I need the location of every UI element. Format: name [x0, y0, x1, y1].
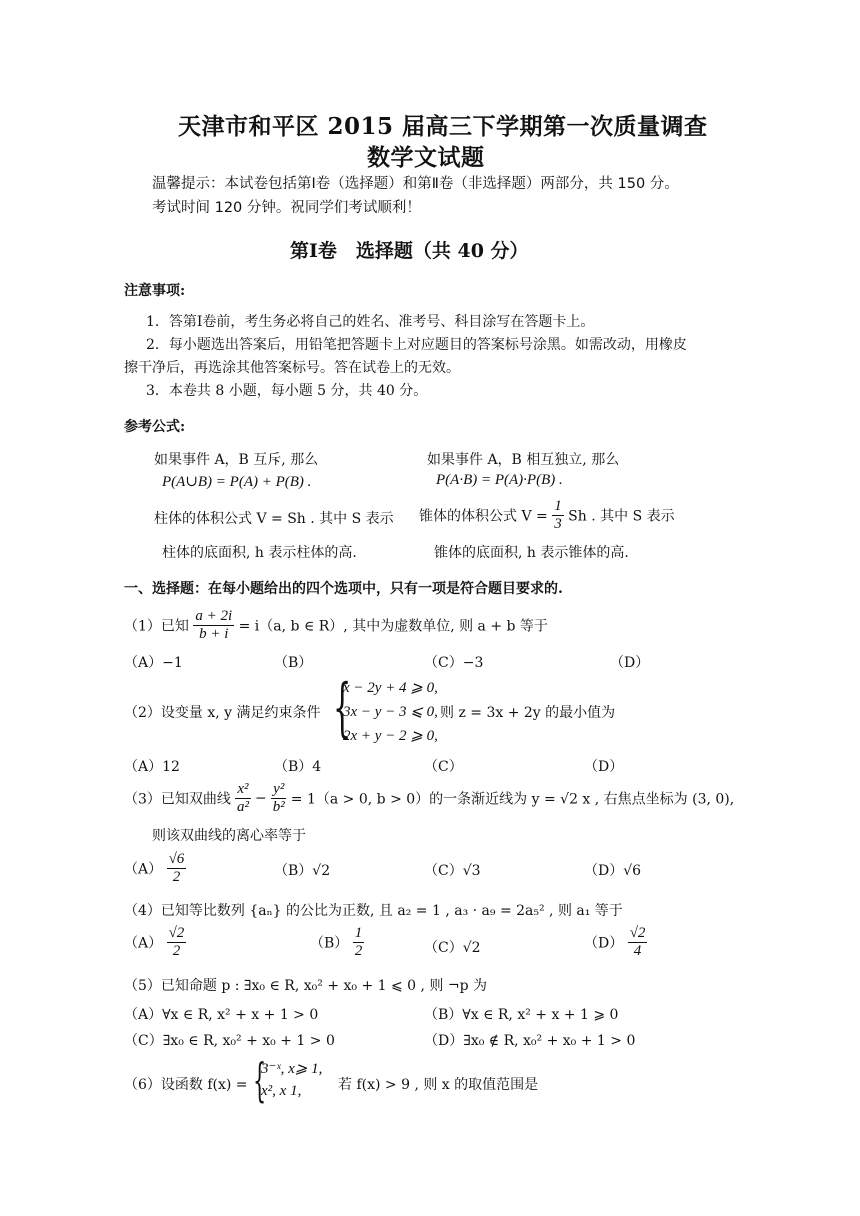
- q3-option-a: [124, 851, 186, 886]
- q3-option-a-den: 2: [172, 869, 181, 885]
- formula-left-1: 如果事件 A，B 互斥, 那么: [154, 452, 319, 468]
- q1-denominator: b + i: [199, 626, 229, 642]
- q4-option-a-fraction: [167, 925, 187, 960]
- q3-option-c: （C）√3: [424, 863, 481, 879]
- q6-after: 若 f(x) > 9 , 则 x 的取值范围是: [338, 1077, 539, 1093]
- q1-option-d: （D）: [610, 655, 650, 671]
- q3-prefix: （3）已知双曲线: [124, 791, 231, 808]
- q1-option-a: （A）−1: [124, 655, 183, 671]
- q3-fraction-y-den: b²: [272, 799, 285, 815]
- q3-minus: −: [254, 790, 267, 807]
- fraction-denominator: 3: [554, 516, 562, 532]
- volume-right-1a: 锥体的体积公式 V =: [419, 508, 548, 525]
- q3-option-b: （B）√2: [274, 863, 331, 879]
- q4-option-a-den: 2: [172, 943, 181, 959]
- q4-option-b: [310, 925, 364, 960]
- q2-after: 则 z = 3x + 2y 的最小值为: [440, 705, 616, 721]
- q4-option-d-fraction: [628, 925, 648, 960]
- q5-option-d: （D）∃x₀ ∉ R, x₀² + x₀ + 1 > 0: [424, 1033, 636, 1049]
- q2-option-c: （C）: [424, 759, 463, 775]
- question-1: [124, 608, 548, 643]
- q2-constraint-2: 3x − y − 3 ⩽ 0,: [343, 704, 438, 720]
- q5-option-b: （B）∀x ∈ R, x² + x + 1 ⩾ 0: [424, 1007, 619, 1023]
- q2-option-a: （A）12: [124, 759, 180, 775]
- volume-right-1: [419, 498, 675, 533]
- q4-option-c: （C）√2: [424, 940, 481, 956]
- q1-after: = i（a, b ∈ R）, 其中为虚数单位, 则 a + b 等于: [238, 618, 548, 635]
- section-heading: 第Ⅰ卷 选择题（共 40 分）: [290, 240, 529, 262]
- note-3: 3．本卷共 8 小题，每小题 5 分，共 40 分。: [146, 383, 428, 399]
- q1-numerator: a + 2i: [195, 608, 233, 624]
- q3-fraction-y-num: y²: [273, 781, 285, 797]
- q6-prefix: （6）设函数 f(x) =: [124, 1077, 248, 1093]
- q4-option-b-den: 2: [354, 943, 363, 959]
- q3-line-2: 则该双曲线的离心率等于: [152, 828, 306, 844]
- q4-option-d-den: 4: [633, 943, 642, 959]
- q3-fraction-x: [235, 781, 250, 816]
- one-third-fraction: [552, 498, 564, 533]
- volume-left-2: 柱体的底面积, h 表示柱体的高.: [162, 545, 357, 561]
- q3-after: = 1（a > 0, b > 0）的一条渐近线为 y = √2 x , 右焦点坐标为 (3, 0),: [290, 791, 735, 808]
- note-2a: 2．每小题选出答案后，用铅笔把答题卡上对应题目的答案标号涂黑。如需改动，用橡皮: [146, 337, 687, 353]
- volume-left-1: 柱体的体积公式 V = Sh . 其中 S 表示: [154, 511, 394, 527]
- volume-right-2: 锥体的底面积, h 表示锥体的高.: [434, 545, 629, 561]
- q4-option-a: [124, 925, 186, 960]
- q4-option-d: [584, 925, 647, 960]
- q3-option-a-label: （A）: [124, 861, 163, 878]
- q3-fraction-y: [271, 781, 286, 816]
- q6-case-2: x², x 1,: [261, 1083, 302, 1099]
- q3-fraction-x-den: a²: [236, 799, 249, 815]
- note-2b: 擦干净后，再选涂其他答案标号。答在试卷上的无效。: [124, 360, 460, 376]
- q3-option-a-fraction: [167, 851, 187, 886]
- q1-prefix: （1）已知: [124, 618, 189, 635]
- q2-option-d: （D）: [584, 759, 624, 775]
- q4-option-b-num: 1: [354, 925, 363, 941]
- q2-constraint-3: 2x + y − 2 ⩾ 0,: [343, 728, 438, 744]
- volume-right-1b: Sh . 其中 S 表示: [568, 508, 675, 525]
- q1-option-b: （B）: [274, 655, 313, 671]
- tip-line-2: 考试时间 120 分钟。祝同学们考试顺利！: [152, 200, 421, 216]
- formula-left-2: P(A∪B) = P(A) + P(B) .: [162, 474, 312, 490]
- q4-option-b-fraction: [353, 925, 365, 960]
- q2-brace: {: [333, 671, 352, 745]
- q4-text: （4）已知等比数列 {aₙ} 的公比为正数, 且 a₂ = 1 , a₃ · a₉ = 2a₅² , 则 a₁ 等于: [124, 903, 623, 919]
- formula-right-2: P(A·B) = P(A)·P(B) .: [436, 472, 563, 488]
- q6-case-1: 3⁻ˣ, x⩾ 1,: [261, 1061, 323, 1077]
- q4-option-b-label: （B）: [310, 935, 349, 952]
- q4-option-d-num: √2: [629, 925, 646, 941]
- q4-option-d-label: （D）: [584, 935, 624, 952]
- exam-title: 天津市和平区 2015 届高三下学期第一次质量调查: [178, 113, 708, 140]
- q5-option-c: （C）∃x₀ ∈ R, x₀² + x₀ + 1 > 0: [124, 1033, 335, 1049]
- q1-fraction: [193, 608, 234, 643]
- tip-line-1: 温馨提示：本试卷包括第Ⅰ卷（选择题）和第Ⅱ卷（非选择题）两部分，共 150 分。: [152, 176, 679, 192]
- q5-text: （5）已知命题 p : ∃x₀ ∈ R, x₀² + x₀ + 1 ⩽ 0 , 则 ¬p 为: [124, 978, 488, 994]
- q2-constraint-1: x − 2y + 4 ⩾ 0,: [343, 680, 438, 696]
- exam-subtitle: 数学文试题: [367, 144, 485, 171]
- q4-option-a-label: （A）: [124, 935, 163, 952]
- formula-title: 参考公式:: [124, 419, 186, 435]
- q2-option-b: （B）4: [274, 759, 322, 775]
- q3-fraction-x-num: x²: [237, 781, 249, 797]
- q5-option-a: （A）∀x ∈ R, x² + x + 1 > 0: [124, 1007, 319, 1023]
- q1-option-c: （C）−3: [424, 655, 484, 671]
- formula-right-1: 如果事件 A，B 相互独立, 那么: [427, 452, 620, 468]
- q3-option-d: （D）√6: [584, 863, 642, 879]
- q2-prefix: （2）设变量 x, y 满足约束条件: [124, 705, 321, 721]
- q4-option-a-num: √2: [168, 925, 185, 941]
- fraction-numerator: 1: [554, 498, 562, 514]
- q3-option-a-num: √6: [168, 851, 185, 867]
- note-1: 1．答第Ⅰ卷前，考生务必将自己的姓名、准考号、科目涂写在答题卡上。: [146, 314, 595, 330]
- notes-title: 注意事项:: [124, 283, 186, 299]
- q6-brace: {: [253, 1053, 267, 1107]
- part1-heading: 一、选择题：在每小题给出的四个选项中，只有一项是符合题目要求的.: [124, 581, 563, 597]
- question-3: [124, 781, 734, 816]
